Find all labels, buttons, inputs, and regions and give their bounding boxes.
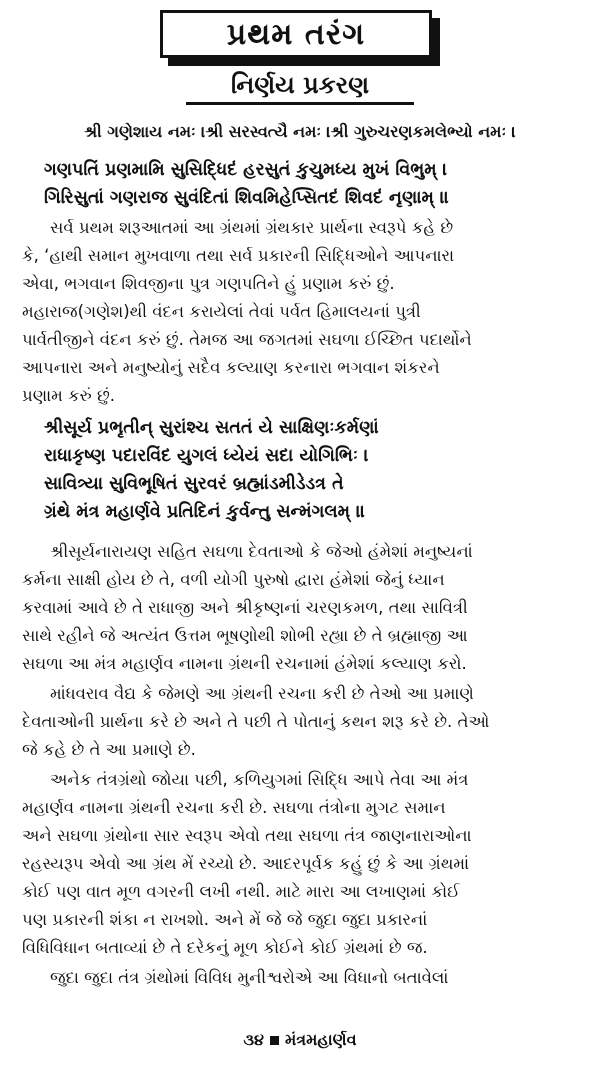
text-line: માંધવરાવ વૈદ્ય કે જેમણે આ ગ્રંથની રચના કરી છે તેઓ આ પ્રમાણે [50,684,474,703]
book-title: મંત્રમહાર્ણવ [284,1030,357,1049]
text-line: પાર્વતીજીને વંદન કરું છું. તેમજ આ જગતમાં સઘળા ઈચ્છિત પદાર્થોને [22,330,472,349]
text-line: સઘળા આ મંત્ર મહાર્ણવ નામના ગ્રંથની રચનામાં હંમેશાં કલ્યાણ કરો. [22,654,467,673]
text-line: અને સઘળા ગ્રંથોના સાર સ્વરૂપ એવો તથા સઘળા તંત્ર જાણનારાઓના [22,826,472,845]
page-number: ૩૪ [243,1030,264,1049]
text-line: અનેક તંત્રગ્રંથો જોયા પછી, કળિયુગમાં સિદ્ધિ આપે તેવા આ મંત્ર [50,770,469,789]
text-line: સર્વ પ્રથમ શરૂઆતમાં આ ગ્રંથમાં ગ્રંથકાર પ્રાર્થના સ્વરૂપે કહે છે [50,218,454,237]
text-line: સાથે રહીને જે અત્યંત ઉત્તમ ભૂષણોથી શોભી રહ્યા છે તે બ્રહ્માજી આ [22,626,468,645]
page-footer [0,1030,600,1050]
paragraph-3 [22,680,582,764]
paragraph-2 [22,538,582,678]
text-line: વિધિવિધાન બતાવ્યાં છે તે દરેકનું મૂળ કોઈને કોઈ ગ્રંથમાં છે જ. [22,938,428,957]
invocation-line: શ્રી ગણેશાય નમઃ ।શ્રી સરસ્વત્યૈ નમઃ ।શ્રી ગુરુચરણકમલેભ્યો નમઃ । [84,122,516,141]
paragraph-1 [22,214,582,410]
text-line: કર્મના સાક્ષી હોય છે તે, વળી યોગી પુરુષો દ્વારા હંમેશાં જેનું ધ્યાન [22,570,445,589]
text-line: મહાર્ણવ નામના ગ્રંથની રચના કરી છે. સઘળા તંત્રોના મુગટ સમાન [22,798,446,817]
verse-line: ગિરિસુતાં ગણરાજ સુવંદિતાં શિવમિહેપ્સિતદં શિવદં નૃણામ્ ॥ [44,188,450,208]
text-line: કરવામાં આવે છે તે રાધાજી અને શ્રીકૃષ્ણનાં ચરણકમળ, તથા સાવિત્રી [22,598,468,617]
chapter-subtitle: નિર્ણય પ્રકરણ [230,71,370,99]
chapter-title: પ્રથમ તરંગ [226,16,366,52]
paragraph-4 [22,766,582,962]
verse-1 [44,156,564,212]
text-line: એવા, ભગવાન શિવજીના પુત્ર ગણપતિને હું પ્રણામ કરું છું. [22,274,395,293]
text-line: પણ પ્રકારની શંકા ન રાખશો. અને મેં જે જે જુદા જુદા પ્રકારનાં [22,910,428,929]
chapter-title-box [160,10,432,58]
text-line: જુદા જુદા તંત્ર ગ્રંથોમાં વિવિધ મુનીશ્વરોએ આ વિધાનો બતાવેલાં [50,968,449,987]
text-line: પ્રણામ કરું છું. [22,386,116,405]
verse-line: રાધાકૃષ્ણ પદારવિંદ યુગલં ધ્યેયં સદા યોગિભિઃ । [44,446,369,466]
text-line: આપનારા અને મનુષ્યોનું સદૈવ કલ્યાણ કરનારા ભગવાન શંકરને [22,358,440,377]
verse-2 [44,414,564,526]
text-line: જે કહે છે તે આ પ્રમાણે છે. [22,740,196,759]
verse-line: શ્રીસૂર્ય પ્રભૃતીન્ સુરાંશ્ચ સતતં યે સાક્ષિણઃકર્મણાં [44,418,379,438]
paragraph-5 [22,964,582,992]
text-line: રહસ્યરૂપ એવો આ ગ્રંથ મેં રચ્યો છે. આદરપૂર્વક કહું છું કે આ ગ્રંથમાં [22,854,470,873]
text-line: દેવતાઓની પ્રાર્થના કરે છે અને તે પછી તે પોતાનું કથન શરૂ કરે છે. તેઓ [22,712,490,731]
chapter-subtitle-bar [186,68,414,105]
square-separator-icon [270,1036,279,1045]
text-line: શ્રીસૂર્યનારાયણ સહિત સઘળા દેવતાઓ કે જેઓ હંમેશાં મનુષ્યનાં [50,542,473,561]
verse-line: ગ્રંથે મંત્ર મહાર્ણવે પ્રતિદિનં કુર્વન્તુ સન્મંગલમ્ ॥ [44,502,366,522]
verse-line: સાવિત્ર્યા સુવિભૂષિતં સુરવરં બ્રહ્માંડમીડેડત્ર તે [44,474,344,494]
text-line: કે, ‘હાથી સમાન મુખવાળા તથા સર્વ પ્રકારની સિદ્ધિઓને આપનારા [22,246,455,265]
verse-line: ગણપતિં પ્રણમામિ સુસિદ્ધિદં હરસુતં કુચુમધ્ય મુખં વિભુમ્ । [44,160,448,180]
text-line: મહારાજ(ગણેશ)થી વંદન કરાયેલાં તેવાં પર્વત હિમાલયનાં પુત્રી [22,302,421,321]
text-line: કોઈ પણ વાત મૂળ વગરની લખી નથી. માટે મારા આ લખાણમાં કોઈ [22,882,460,901]
